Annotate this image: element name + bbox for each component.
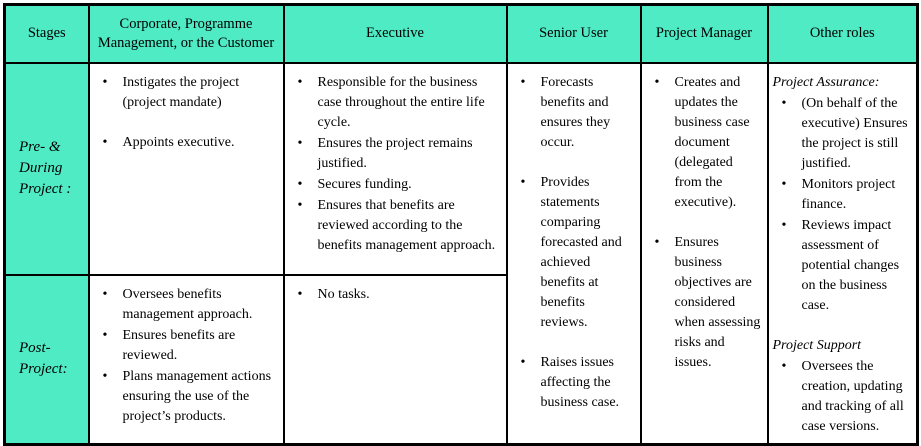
post-corporate-list — [94, 285, 277, 427]
bullet-item: • Forecasts benefits and ensures they occur. — [512, 73, 634, 153]
cell-senior-user — [507, 63, 641, 445]
cell-pre-executive — [284, 63, 507, 275]
bullet-item: • Oversees benefits management approach. — [94, 285, 277, 325]
bullet-item: • Ensures benefits are reviewed. — [94, 326, 277, 366]
header-executive: Executive — [284, 5, 507, 63]
responsibilities-table — [3, 3, 919, 446]
bullet-item: • Appoints executive. — [94, 133, 277, 153]
bullet-item: • Raises issues affecting the business case. — [512, 353, 634, 413]
bullet-item: • Ensures business objectives are considered when assessing risks and issues. — [646, 233, 761, 373]
cell-post-corporate — [89, 275, 284, 444]
bullet-item: • (On behalf of the executive) Ensures the project is still justified. — [773, 94, 911, 174]
stage-post-project: Post-Project: — [5, 275, 89, 444]
bullet-item: • No tasks. — [289, 285, 500, 305]
project-support-block — [773, 336, 911, 437]
stage-pre-during-project: Pre- & During Project : — [5, 63, 89, 275]
project-manager-list — [646, 73, 761, 373]
header-project-manager: Project Manager — [641, 5, 768, 63]
header-corporate: Corporate, Programme Management, or the Customer — [89, 5, 284, 63]
header-other-roles: Other roles — [768, 5, 918, 63]
cell-other-roles — [768, 63, 918, 445]
project-assurance-list — [773, 94, 911, 316]
bullet-item: • Ensures the project remains justified. — [289, 134, 500, 174]
header-senior-user: Senior User — [507, 5, 641, 63]
senior-user-list — [512, 73, 634, 413]
bullet-item: • Plans management actions ensuring the use of the project’s products. — [94, 367, 277, 427]
pre-executive-list — [289, 73, 500, 256]
bullet-item: • Creates and updates the business case document (delegated from the executive). — [646, 73, 761, 213]
project-assurance-heading: Project Assurance: — [772, 74, 880, 90]
cell-project-manager — [641, 63, 768, 445]
project-support-list — [773, 357, 911, 437]
cell-post-executive — [284, 275, 507, 444]
bullet-item: • Oversees the creation, updating and tracking of all case versions. — [773, 357, 911, 437]
project-support-heading: Project Support — [772, 337, 862, 353]
header-stages: Stages — [5, 5, 89, 63]
bullet-item: • Provides statements comparing forecasted and achieved benefits at benefits reviews. — [512, 173, 634, 333]
bullet-item: • Secures funding. — [289, 175, 500, 195]
post-executive-list — [289, 285, 500, 305]
bullet-item: • Instigates the project (project mandate) — [94, 73, 277, 113]
bullet-item: • Monitors project finance. — [773, 175, 911, 215]
bullet-item: • Responsible for the business case throughout the entire life cycle. — [289, 73, 500, 133]
cell-pre-corporate — [89, 63, 284, 275]
pre-corporate-list — [94, 73, 277, 153]
row-pre-during-project — [5, 63, 918, 275]
bullet-item: • Ensures that benefits are reviewed according to the benefits management approach. — [289, 196, 500, 256]
bullet-item: • Reviews impact assessment of potential changes on the business case. — [773, 216, 911, 316]
header-row — [5, 5, 918, 63]
